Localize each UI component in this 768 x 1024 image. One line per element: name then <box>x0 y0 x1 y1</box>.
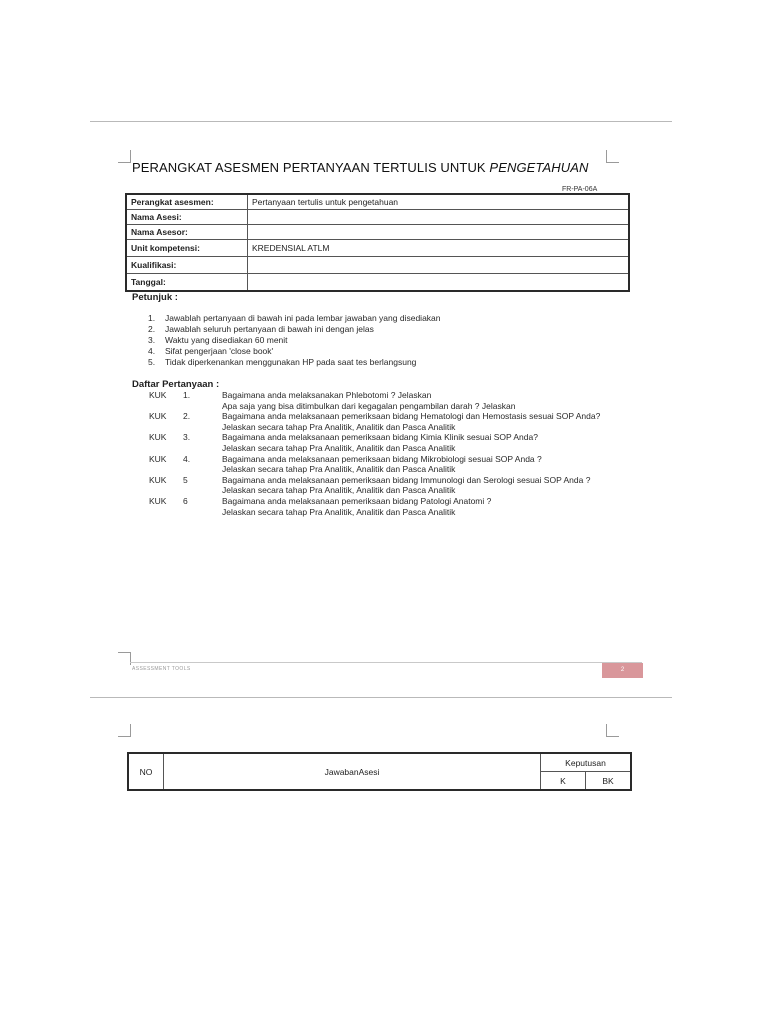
answer-table <box>127 752 632 791</box>
info-row <box>126 240 629 257</box>
info-row <box>126 274 629 292</box>
question-row: Jelaskan secara tahap Pra Analitik, Analitik dan Pasca Analitik <box>222 506 456 517</box>
info-label: Tanggal: <box>126 274 248 292</box>
page-top-border <box>90 121 672 122</box>
question-row: Jelaskan secara tahap Pra Analitik, Analitik dan Pasca Analitik <box>222 464 456 475</box>
form-code: FR-PA-06A <box>562 186 598 193</box>
question-row: Jelaskan secara tahap Pra Analitik, Analitik dan Pasca Analitik <box>222 421 456 432</box>
crop-mark <box>118 724 131 737</box>
daftar-heading: Daftar Pertanyaan : <box>132 379 220 390</box>
question-row: KUK 3. Bagaimana anda melaksanaan pemeriksaan bidang Kimia Klinik sesuai SOP Anda? <box>149 432 538 443</box>
info-value: KREDENSIAL ATLM <box>248 240 630 257</box>
page-break-border <box>90 697 672 698</box>
crop-mark <box>118 652 131 665</box>
question-row: Jelaskan secara tahap Pra Analitik, Analitik dan Pasca Analitik <box>222 485 456 496</box>
col-keputusan: Keputusan <box>541 753 632 772</box>
col-k: K <box>541 772 586 791</box>
question-row: Apa saja yang bisa ditimbulkan dari kegagalan pengambilan darah ? Jelaskan <box>222 400 516 411</box>
col-no: NO <box>128 753 164 790</box>
crop-mark <box>606 724 619 737</box>
petunjuk-item: 1. Jawablah pertanyaan di bawah ini pada lembar jawaban yang disediakan <box>148 313 441 323</box>
page-number: 2 <box>602 663 643 678</box>
info-row <box>126 225 629 240</box>
question-list <box>149 390 617 517</box>
question-row: KUK 4. Bagaimana anda melaksanaan pemeriksaan bidang Mikrobiologi sesuai SOP Anda ? <box>149 453 542 464</box>
info-table <box>125 193 630 292</box>
petunjuk-item: 3. Waktu yang disediakan 60 menit <box>148 335 288 345</box>
question-row: KUK 5 Bagaimana anda melaksanaan pemeriksaan bidang Immunologi dan Serologi sesuai SOP Anda ? <box>149 474 591 485</box>
petunjuk-heading: Petunjuk : <box>132 292 178 303</box>
petunjuk-item: 2. Jawablah seluruh pertanyaan di bawah ini dengan jelas <box>148 324 374 334</box>
question-row: KUK 1. Bagaimana anda melaksanakan Phlebotomi ? Jelaskan <box>149 390 432 400</box>
info-row <box>126 257 629 274</box>
crop-mark <box>606 150 619 163</box>
info-value: Pertanyaan tertulis untuk pengetahuan <box>248 194 630 210</box>
petunjuk-list <box>148 313 441 368</box>
info-value <box>248 257 630 274</box>
petunjuk-item: 4. Sifat pengerjaan 'close book' <box>148 346 274 356</box>
info-label: Kualifikasi: <box>126 257 248 274</box>
info-label: Perangkat asesmen: <box>126 194 248 210</box>
info-label: Nama Asesor: <box>126 225 248 240</box>
title-main: PERANGKAT ASESMEN PERTANYAAN TERTULIS UNTUK <box>132 160 490 175</box>
question-row: KUK 6 Bagaimana anda melaksanaan pemeriksaan bidang Patologi Anatomi ? <box>149 495 492 506</box>
col-bk: BK <box>586 772 632 791</box>
info-value <box>248 225 630 240</box>
title-italic: PENGETAHUAN <box>489 160 589 175</box>
info-row <box>126 194 629 210</box>
info-value <box>248 274 630 292</box>
question-row: Jelaskan secara tahap Pra Analitik, Analitik dan Pasca Analitik <box>222 442 456 453</box>
footer-label: ASSESSMENT TOOLS <box>132 666 191 672</box>
info-value <box>248 210 630 225</box>
info-row <box>126 210 629 225</box>
question-row: KUK 2. Bagaimana anda melaksanaan pemeriksaan bidang Hematologi dan Hemostasis sesuai SOP Anda? <box>149 411 601 422</box>
crop-mark <box>118 150 131 163</box>
col-jawaban: JawabanAsesi <box>164 753 541 790</box>
info-label: Nama Asesi: <box>126 210 248 225</box>
footer-divider <box>130 662 642 663</box>
info-label: Unit kompetensi: <box>126 240 248 257</box>
petunjuk-item: 5. Tidak diperkenankan menggunakan HP pada saat tes berlangsung <box>148 357 417 367</box>
document-title <box>132 160 589 175</box>
